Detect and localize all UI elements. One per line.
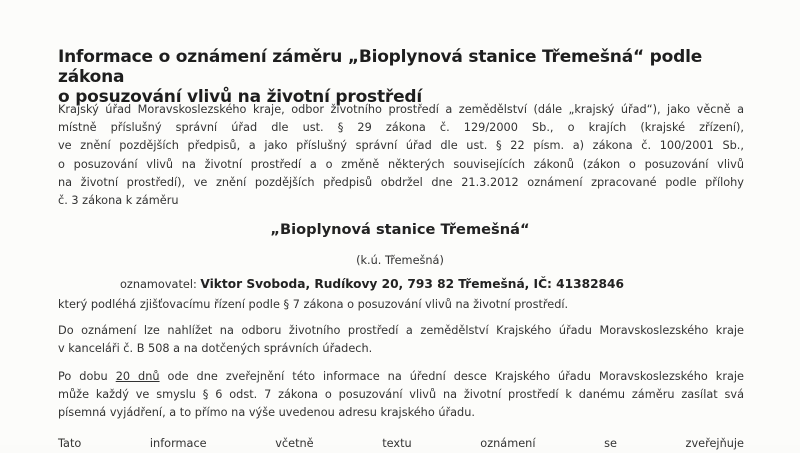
inspection-paragraph: [58, 322, 744, 358]
intro-line: ve znění pozdějších předpisů, a jako příslušný správní úřad dle ust. § 22 písm. a) zákona č. 100/2001 Sb.,: [58, 139, 744, 153]
applicant-label: oznamovatel:: [120, 278, 197, 291]
document-title: [58, 47, 758, 107]
title-line-1: Informace o oznámení záměru „Bioplynová stanice Třemešná“ podle zákona: [58, 47, 703, 87]
intro-line: o posuzování vlivů na životní prostředí a o změně některých souvisejících zákonů (zákon o posuzování vlivů: [58, 157, 744, 171]
cutoff-line: Tato informace včetně textu oznámení se zveřejňuje: [58, 437, 744, 450]
applicant-value: Viktor Svoboda, Rudíkovy 20, 793 82 Třemešná, IČ: 41382846: [200, 277, 624, 291]
intro-paragraph: [58, 101, 744, 210]
project-name: „Bioplynová stanice Třemešná“: [270, 221, 530, 238]
deadline-line-1: [58, 368, 744, 386]
deadline-prefix: Po dobu: [58, 370, 116, 383]
cutoff-paragraph: [58, 435, 744, 453]
inspection-line: v kanceláři č. B 508 a na dotčených správních úřadech.: [58, 342, 373, 356]
intro-line: místně příslušný správní úřad dle ust. § 29 zákona č. 129/2000 Sb., o krajích (krajské zřízení),: [58, 121, 744, 135]
applicant: [120, 277, 800, 291]
procedure-line: který podléhá zjišťovacímu řízení podle § 7 zákona o posuzování vlivů na životní prostředí.: [58, 298, 569, 311]
cadastral-area: (k.ú. Třemešná): [356, 254, 444, 267]
intro-line: na životní prostředí), ve znění pozdějších předpisů obdržel dne 21.3.2012 oznámení zpracované podle přílohy: [58, 175, 744, 189]
procedure-paragraph: [58, 296, 744, 314]
title-line-2: o posuzování vlivů na životní prostředí: [58, 87, 423, 107]
inspection-line: Do oznámení lze nahlížet na odboru životního prostředí a zemědělství Krajského úřadu Moravskoslezského kraje: [58, 324, 744, 337]
deadline-line-1-rest: ode dne zveřejnění této informace na úřední desce Krajského úřadu Moravskoslezského kraje: [159, 370, 744, 383]
deadline-line-3: písemná vyjádření, a to přímo na výše uvedenou adresu krajského úřadu.: [58, 406, 475, 420]
deadline-line-2: může každý ve smyslu § 6 odst. 7 zákona o posuzování vlivů na životní prostředí k danému záměru zasílat svá: [58, 388, 744, 402]
intro-line: Krajský úřad Moravskoslezského kraje, odbor životního prostředí a zemědělství (dále „krajský úřad“), jako věcně a: [58, 103, 744, 116]
intro-line: č. 3 zákona k záměru: [58, 194, 179, 208]
deadline-days: 20 dnů: [115, 370, 160, 383]
deadline-paragraph: [58, 368, 744, 423]
